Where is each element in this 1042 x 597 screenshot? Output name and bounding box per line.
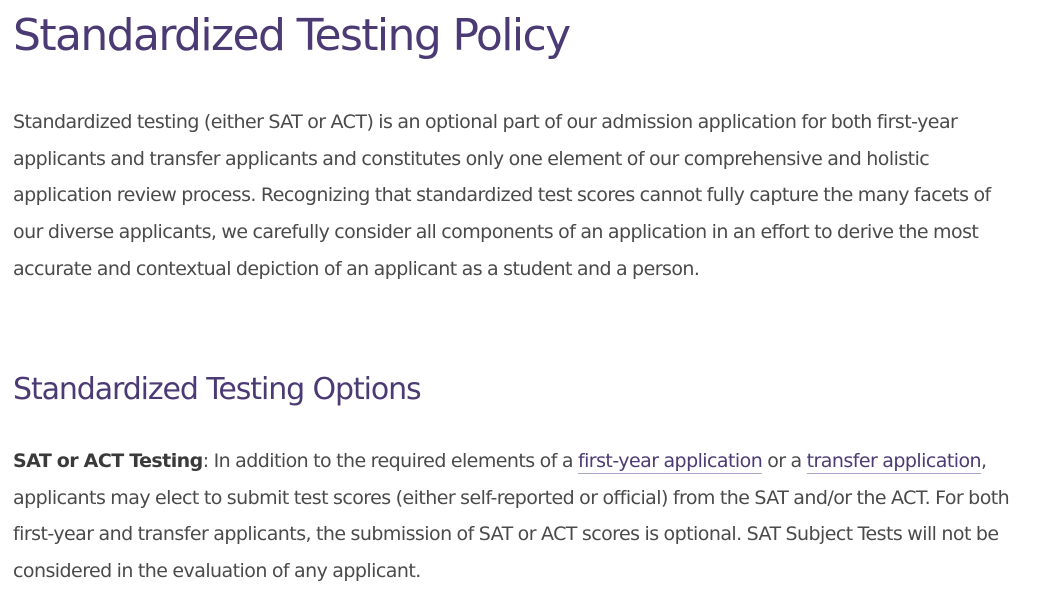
transfer-application-link[interactable]: transfer application xyxy=(806,450,982,472)
first-year-application-link[interactable]: first-year application xyxy=(577,450,763,472)
options-text-1: In addition to the required elements of a xyxy=(208,450,578,472)
testing-options-paragraph xyxy=(13,443,1023,590)
page-title: Standardized Testing Policy xyxy=(13,10,570,61)
intro-paragraph: Standardized testing (either SAT or ACT) is an optional part of our admission application for both first-year applicants and transfer applicants and constitutes only one element of our comprehensive and holistic application review process. Recognizing that standardized test scores cannot fully capture the many facets of our diverse applicants, we carefully consider all components of an application in an effort to derive the most accurate and contextual depiction of an applicant as a student and a person. xyxy=(13,111,991,280)
options-text-2: or a xyxy=(762,450,807,472)
label-colon: : xyxy=(202,450,209,472)
options-text-3: , applicants may elect to submit test scores (either self-reported or official) from the SAT and/or the ACT. For both first-year and transfer applicants, the submission of SAT or ACT scores is optional. SAT Subject Tests will not be considered in the evaluation of any applicant. xyxy=(13,450,1010,583)
section-title-testing-options: Standardized Testing Options xyxy=(13,372,421,407)
sat-act-testing-label: SAT or ACT Testing xyxy=(13,450,203,472)
